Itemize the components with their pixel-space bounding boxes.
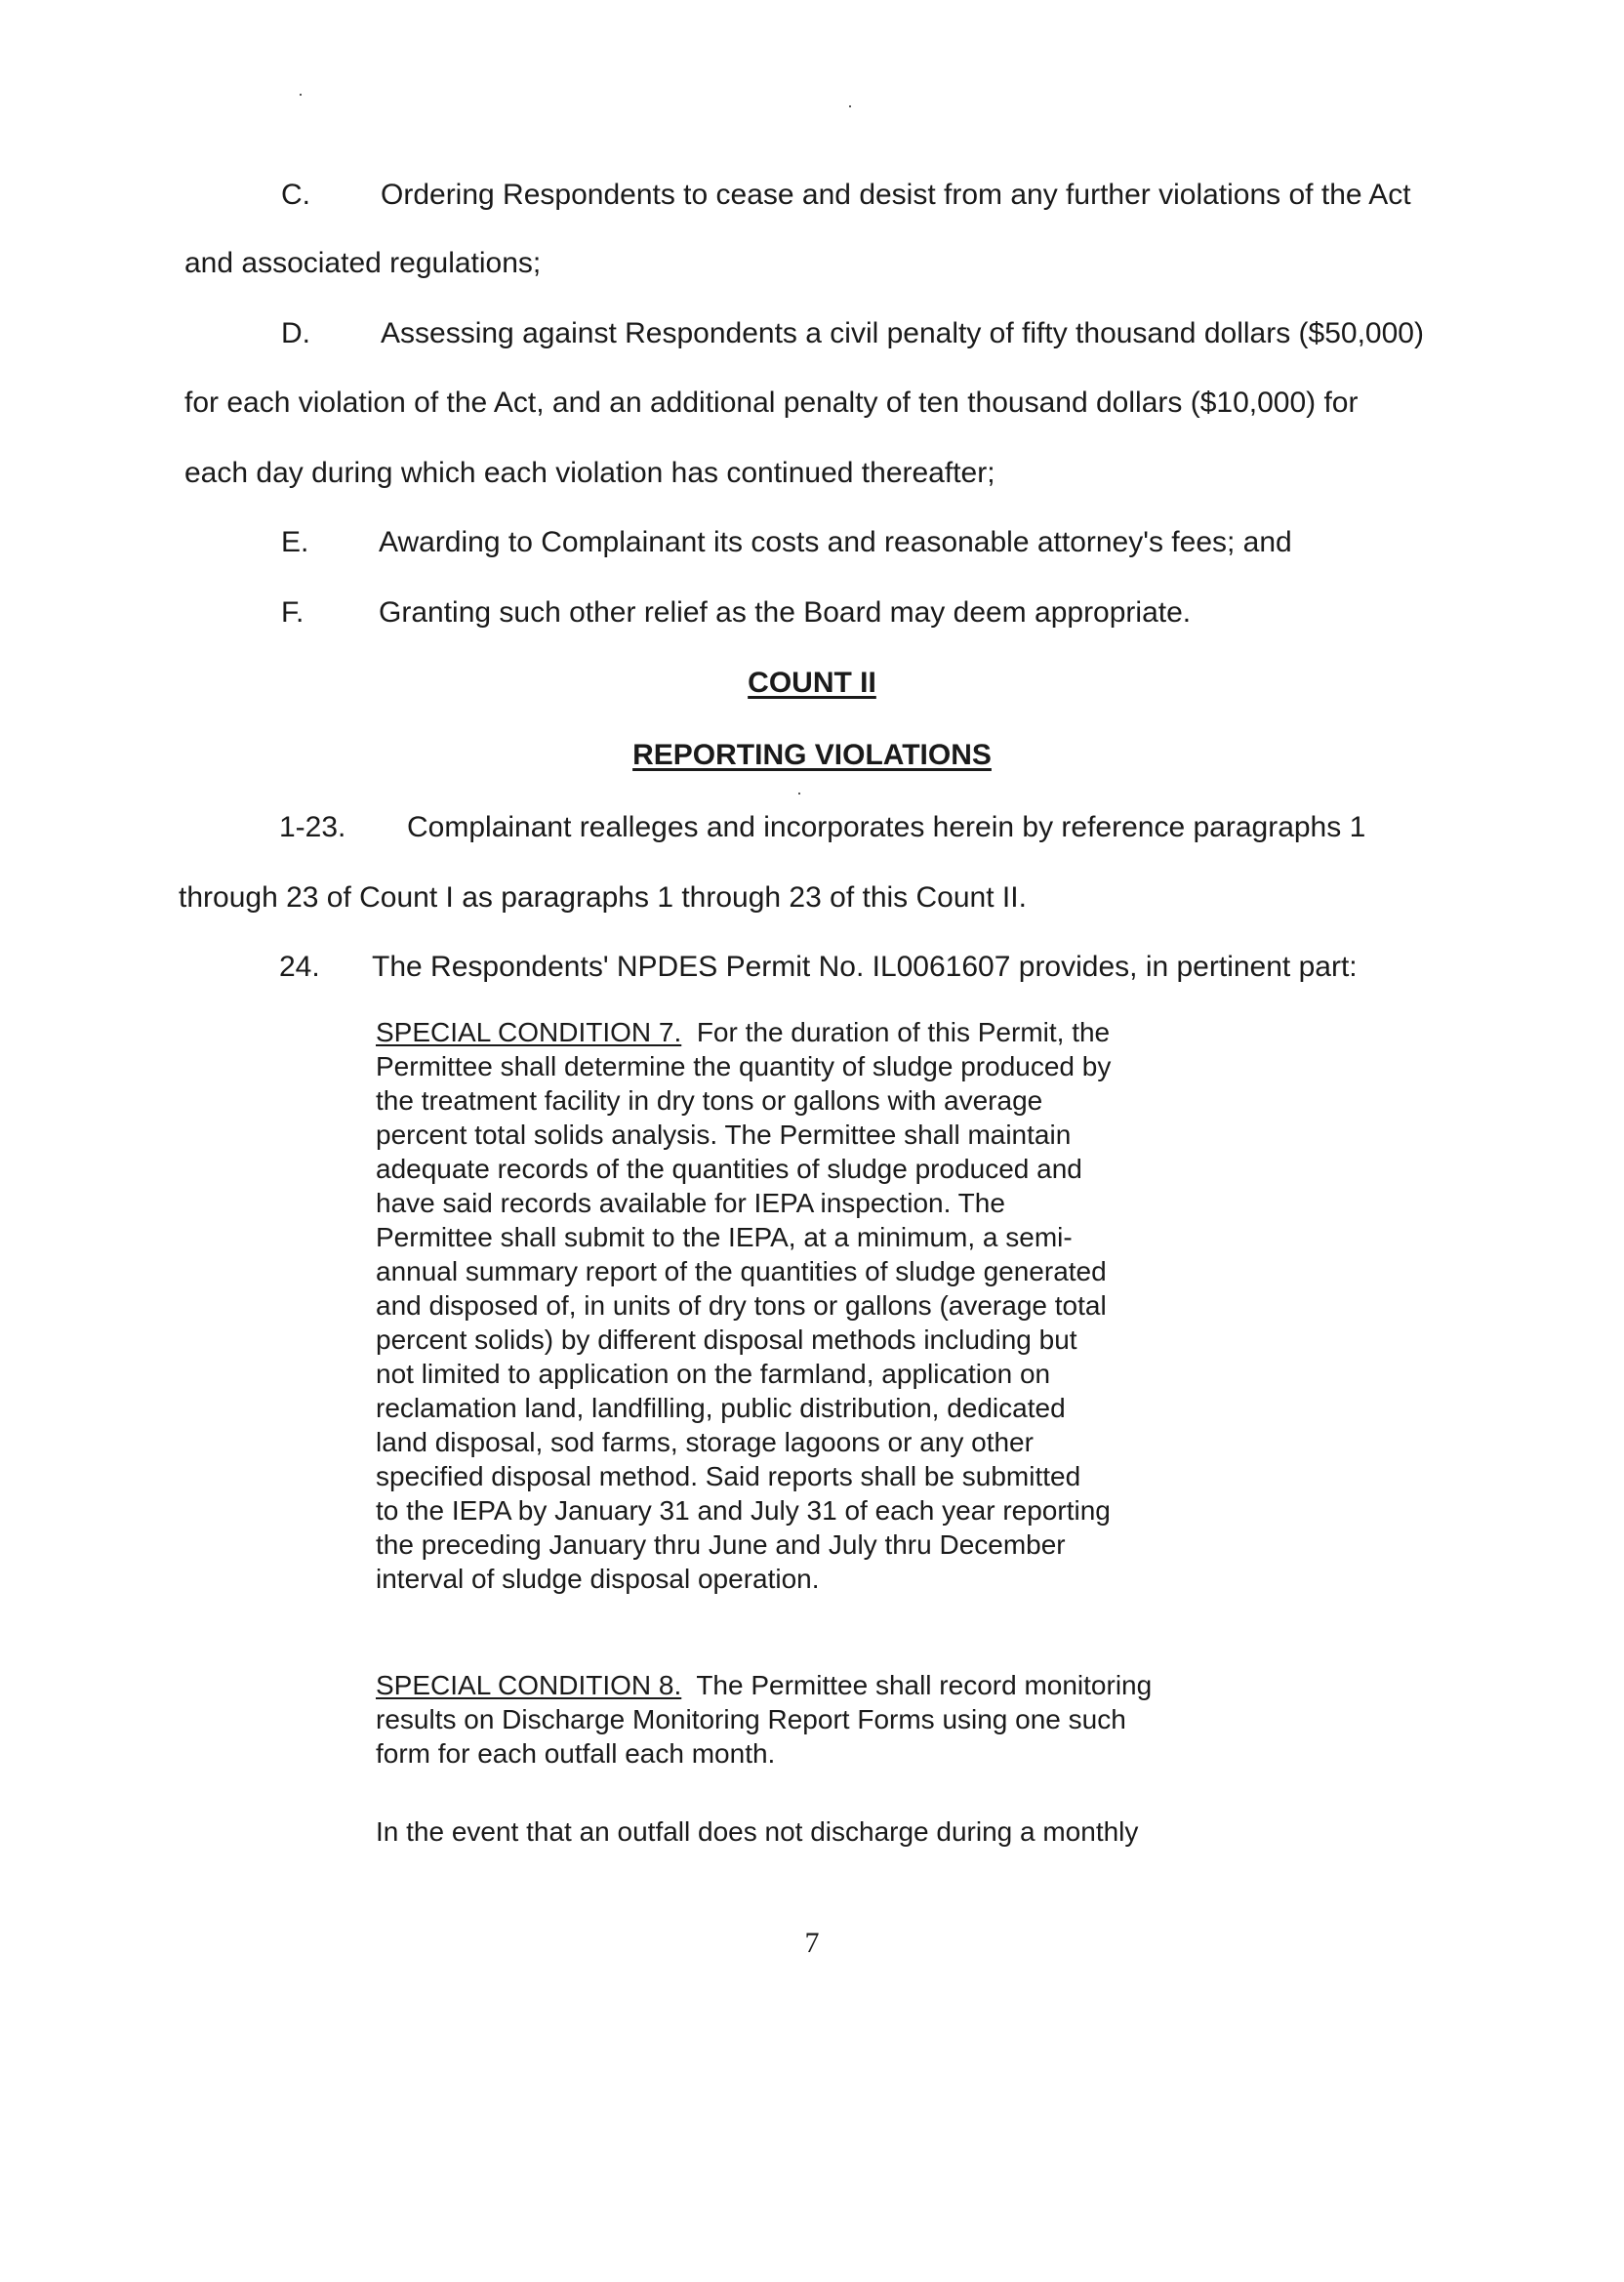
special-condition-7-title: SPECIAL CONDITION 7. bbox=[376, 1017, 682, 1047]
paragraph-number-24: 24. bbox=[279, 951, 320, 983]
paragraph-24-text: The Respondents' NPDES Permit No. IL0061607 provides, in pertinent part: bbox=[372, 951, 1358, 983]
special-condition-7-line: Permittee shall determine the quantity of sludge produced by bbox=[376, 1051, 1112, 1081]
special-condition-8-block bbox=[376, 1668, 1254, 1771]
count-heading bbox=[0, 666, 1624, 701]
item-c-letter: C. bbox=[281, 179, 310, 211]
special-condition-7-line: adequate records of the quantities of sludge produced and bbox=[376, 1154, 1082, 1184]
item-e-text: Awarding to Complainant its costs and reasonable attorney's fees; and bbox=[379, 526, 1292, 558]
page-number: 7 bbox=[804, 1927, 820, 1959]
special-condition-7-line: Permittee shall submit to the IEPA, at a minimum, a semi- bbox=[376, 1222, 1073, 1252]
special-condition-7-line: the treatment facility in dry tons or gallons with average bbox=[376, 1085, 1043, 1116]
special-condition-8-title: SPECIAL CONDITION 8. bbox=[376, 1670, 682, 1700]
special-condition-7-first-line-text: For the duration of this Permit, the bbox=[696, 1017, 1111, 1047]
special-condition-7-line: land disposal, sod farms, storage lagoons or any other bbox=[376, 1427, 1034, 1457]
item-d-text-line-3: each day during which each violation has continued thereafter; bbox=[184, 457, 995, 489]
special-condition-7-line: reclamation land, landfilling, public distribution, dedicated bbox=[376, 1393, 1066, 1423]
special-condition-7-block bbox=[376, 1015, 1254, 1596]
trailing-line-text: In the event that an outfall does not discharge during a monthly bbox=[376, 1816, 1139, 1847]
paragraph-number-1-23: 1-23. bbox=[279, 811, 346, 843]
special-condition-8-line: form for each outfall each month. bbox=[376, 1738, 776, 1769]
special-condition-7-line: annual summary report of the quantities of sludge generated bbox=[376, 1256, 1107, 1286]
item-e-letter: E. bbox=[281, 526, 309, 558]
scan-speck bbox=[849, 105, 851, 107]
special-condition-7-line: to the IEPA by January 31 and July 31 of each year reporting bbox=[376, 1495, 1111, 1526]
special-condition-7-first-line bbox=[376, 1015, 1254, 1049]
special-condition-7-line: percent total solids analysis. The Permittee shall maintain bbox=[376, 1120, 1072, 1150]
special-condition-7-line: interval of sludge disposal operation. bbox=[376, 1564, 820, 1594]
item-c-text-line-1: Ordering Respondents to cease and desist from any further violations of the Act bbox=[381, 179, 1411, 211]
count-heading-text: COUNT II bbox=[748, 667, 876, 699]
special-condition-7-line: and disposed of, in units of dry tons or gallons (average total bbox=[376, 1290, 1107, 1321]
item-f-text: Granting such other relief as the Board may deem appropriate. bbox=[379, 596, 1192, 629]
scan-speck bbox=[798, 793, 800, 795]
special-condition-7-line: percent solids) by different disposal methods including but bbox=[376, 1324, 1077, 1355]
special-condition-7-line: not limited to application on the farmland, application on bbox=[376, 1359, 1051, 1389]
section-heading-text: REPORTING VIOLATIONS bbox=[632, 739, 992, 771]
trailing-quote-line bbox=[376, 1814, 1254, 1849]
special-condition-7-line: the preceding January thru June and July thru December bbox=[376, 1529, 1066, 1560]
special-condition-7-line: specified disposal method. Said reports shall be submitted bbox=[376, 1461, 1081, 1491]
section-heading bbox=[0, 738, 1624, 773]
item-f-letter: F. bbox=[281, 596, 304, 629]
special-condition-8-line: results on Discharge Monitoring Report Forms using one such bbox=[376, 1704, 1126, 1734]
paragraph-1-23-line-2: through 23 of Count I as paragraphs 1 through 23 of this Count II. bbox=[179, 881, 1027, 914]
item-d-letter: D. bbox=[281, 317, 310, 349]
special-condition-7-line: have said records available for IEPA inspection. The bbox=[376, 1188, 1005, 1218]
paragraph-1-23-line-1: Complainant realleges and incorporates herein by reference paragraphs 1 bbox=[407, 811, 1366, 843]
scan-speck bbox=[300, 94, 302, 96]
item-c-text-line-2: and associated regulations; bbox=[184, 247, 542, 279]
item-d-text-line-2: for each violation of the Act, and an additional penalty of ten thousand dollars ($10,000) for bbox=[184, 387, 1359, 419]
item-d-text-line-1: Assessing against Respondents a civil penalty of fifty thousand dollars ($50,000) bbox=[381, 317, 1424, 349]
special-condition-8-first-line-text: The Permittee shall record monitoring bbox=[696, 1670, 1153, 1700]
special-condition-8-first-line bbox=[376, 1668, 1254, 1702]
